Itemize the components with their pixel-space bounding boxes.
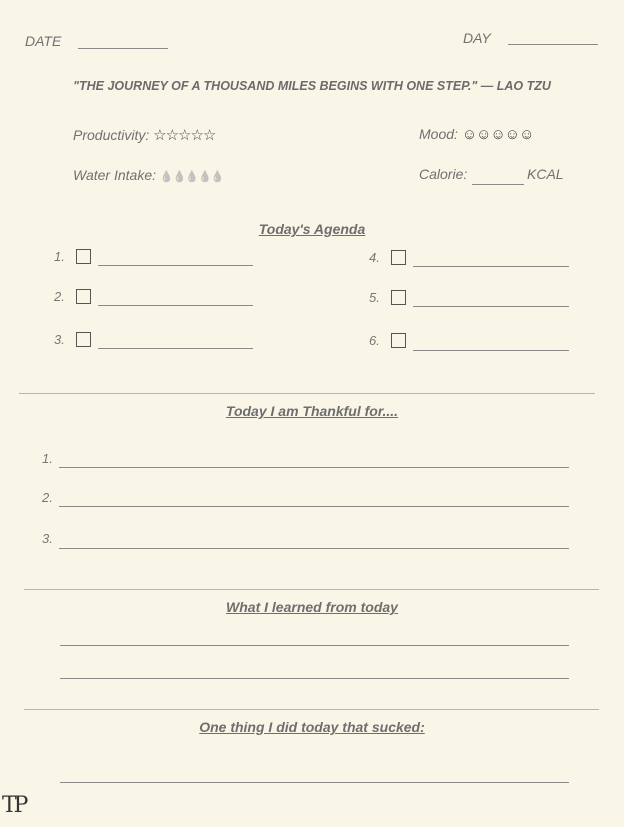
thankful-number: 2. [42, 490, 53, 505]
section-divider [24, 709, 599, 710]
sucked-field[interactable] [60, 782, 569, 783]
mood-tracker [419, 126, 533, 143]
mood-label: Mood: [419, 126, 458, 142]
calorie-unit: KCAL [527, 166, 564, 182]
quote-text: "THE JOURNEY OF A THOUSAND MILES BEGINS WITH ONE STEP." — LAO TZU [73, 79, 551, 93]
thankful-number: 3. [42, 531, 53, 546]
thankful-field-1[interactable] [59, 467, 569, 468]
agenda-field-6[interactable] [413, 350, 569, 351]
day-label: DAY [463, 30, 491, 46]
agenda-checkbox-3[interactable] [76, 332, 91, 347]
learned-field-2[interactable] [60, 678, 569, 679]
star-rating-icon[interactable]: ☆☆☆☆☆ [153, 127, 216, 144]
agenda-number: 1. [54, 249, 65, 264]
calorie-label: Calorie: [419, 166, 468, 182]
agenda-field-1[interactable] [98, 265, 253, 266]
section-divider [24, 589, 599, 590]
agenda-field-2[interactable] [98, 305, 253, 306]
water-tracker [73, 167, 223, 183]
brand-logo: TP [2, 793, 26, 818]
date-field[interactable] [78, 48, 168, 49]
productivity-label: Productivity: [73, 127, 150, 143]
thankful-field-2[interactable] [59, 506, 569, 507]
agenda-checkbox-2[interactable] [76, 289, 91, 304]
thankful-title: Today I am Thankful for.... [225, 403, 399, 419]
agenda-field-4[interactable] [413, 266, 569, 267]
agenda-number: 5. [369, 290, 380, 305]
agenda-checkbox-4[interactable] [391, 250, 406, 265]
day-field[interactable] [508, 44, 598, 45]
agenda-field-5[interactable] [413, 306, 569, 307]
agenda-title: Today's Agenda [258, 221, 366, 237]
productivity-tracker [73, 126, 215, 144]
agenda-number: 3. [54, 332, 65, 347]
learned-field-1[interactable] [60, 645, 569, 646]
sucked-title: One thing I did today that sucked: [199, 719, 425, 735]
date-label: DATE [25, 33, 62, 49]
water-drop-icon[interactable]: 💧💧💧💧💧 [159, 171, 224, 183]
thankful-number: 1. [42, 451, 53, 466]
water-label: Water Intake: [73, 167, 157, 183]
agenda-checkbox-1[interactable] [76, 249, 91, 264]
agenda-number: 2. [54, 289, 65, 304]
agenda-checkbox-5[interactable] [391, 290, 406, 305]
agenda-number: 6. [369, 333, 380, 348]
thankful-field-3[interactable] [59, 548, 569, 549]
agenda-checkbox-6[interactable] [391, 333, 406, 348]
learned-title: What I learned from today [226, 599, 398, 615]
agenda-field-3[interactable] [98, 348, 253, 349]
section-divider [19, 393, 595, 394]
agenda-number: 4. [369, 250, 380, 265]
smiley-rating-icon[interactable]: ☺☺☺☺☺ [461, 126, 534, 143]
calorie-field[interactable] [472, 184, 524, 185]
